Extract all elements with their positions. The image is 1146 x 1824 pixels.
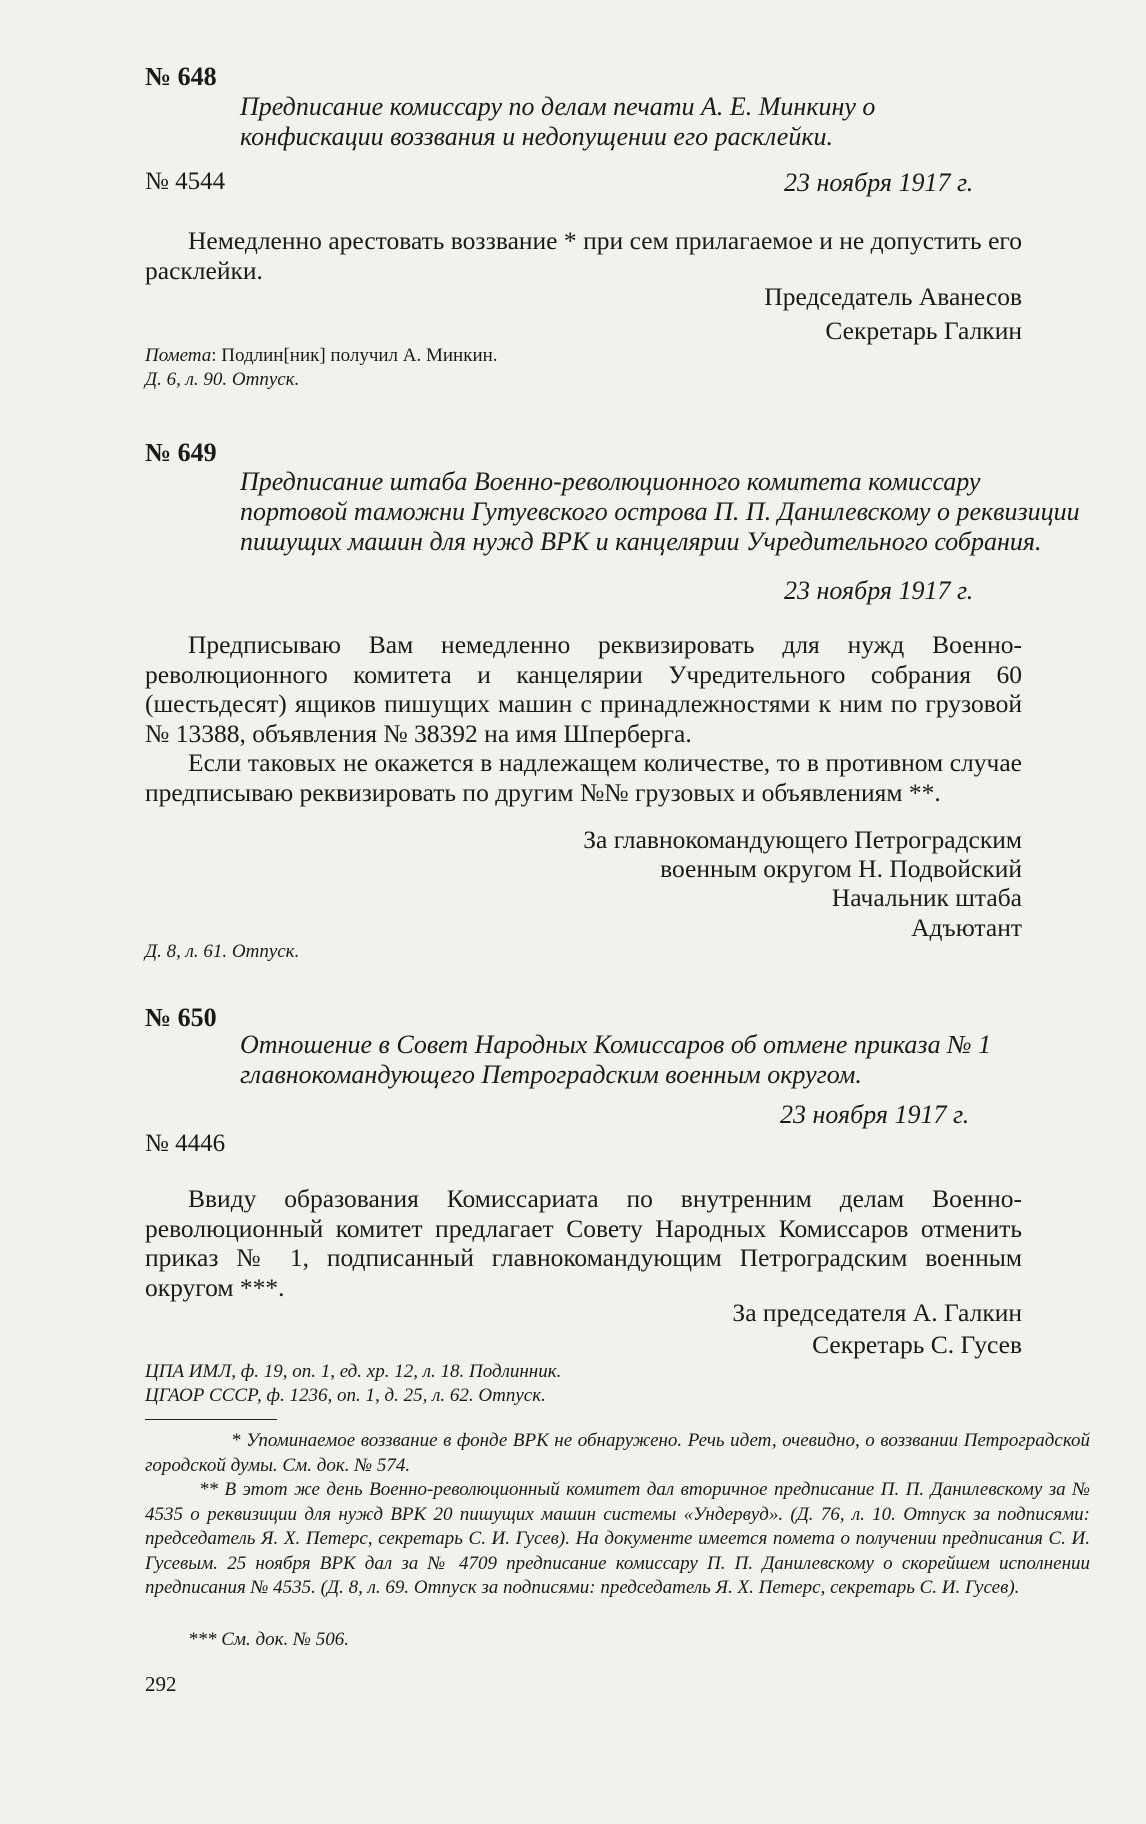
footnote-2: ** В этот же день Военно-революционный комитет дал вторичное предписание П. П. Данилевскому за № 4535 о реквизиции для нужд ВРК 20 пишущих машин системы «Ундервуд». (Д. 76, л. 10. Отпуск за подписями: председатель Я. Х. Петерс, секретарь С. И. Гусев). На документе имеется помета о получении предписания С. И. Гусевым. 25 ноября ВРК дал за № 4709 предписание комиссару П. П. Данилевскому о скорейшем исполнении предписания № 4535. (Д. 8, л. 69. Отпуск за подписями: председатель Я. Х. Петерс, секретарь С. И. Гусев). — [145, 1479, 1090, 1598]
footnote-1: * Упоминаемое воззвание в фонде ВРК не обнаружено. Речь идет, очевидно, о воззвании Петроградской городской думы. См. док. № 574. — [145, 1430, 1090, 1476]
note-text: : Подлин[ник] получил А. Минкин. — [211, 345, 498, 366]
doc-650-body: Ввиду образования Комиссариата по внутренним делам Военно-революционный комитет предлагает Совету Народных Комиссаров отменить приказ № 1, подписанный главнокомандующим Петроградским военным округом ***. — [145, 1184, 1022, 1302]
doc-650-signature-2: Секретарь С. Гусев — [812, 1330, 1022, 1359]
doc-650-archive-2: ЦГАОР СССР, ф. 1236, оп. 1, д. 25, л. 62. Отпуск. — [145, 1385, 546, 1406]
footnote-divider — [145, 1419, 277, 1420]
doc-648-archive: Д. 6, л. 90. Отпуск. — [145, 369, 300, 390]
doc-649-number: № 649 — [145, 438, 217, 467]
doc-648-signature-chair: Председатель Аванесов — [764, 282, 1022, 311]
doc-649-paragraph-1: Предписываю Вам немедленно реквизировать для нужд Военно-революционного комитета и канцелярии Учредительного собрания 60 (шестьдесят) ящиков пишущих машин с принадлежностями к ним по грузовой № 13388, объявления № 38392 на имя Шперберга. — [145, 630, 1022, 748]
doc-648-title: Предписание комиссару по делам печати А. Е. Минкину о конфискации воззвания и недопущении его расклейки. — [240, 92, 876, 151]
doc-648-body: Немедленно арестовать воззвание * при сем прилагаемое и не допустить его расклейки. — [145, 226, 1022, 285]
doc-650-title: Отношение в Совет Народных Комиссаров об отмене приказа № 1 главнокомандующего Петроградским военным округом. — [240, 1030, 992, 1089]
note-label: Помета — [145, 345, 212, 366]
doc-648-note — [145, 345, 498, 367]
doc-649-date: 23 ноября 1917 г. — [784, 576, 974, 605]
doc-648-signature-secretary: Секретарь Галкин — [825, 316, 1022, 345]
doc-649-signature-1: За главнокомандующего Петроградским — [583, 825, 1022, 854]
doc-650-signature-1: За председателя А. Галкин — [732, 1298, 1022, 1327]
page-number: 292 — [145, 1672, 177, 1696]
doc-649-signature-2: военным округом Н. Подвойский — [660, 854, 1022, 883]
doc-648-date: 23 ноября 1917 г. — [784, 168, 974, 197]
doc-650-reg-number: № 4446 — [145, 1130, 226, 1157]
doc-649-archive: Д. 8, л. 61. Отпуск. — [145, 941, 300, 962]
doc-648-reg-number: № 4544 — [145, 168, 226, 195]
doc-649-paragraph-2: Если таковых не окажется в надлежащем количестве, то в противном случае предписываю реквизировать по другим №№ грузовых и объявлениям **. — [145, 748, 1022, 807]
doc-649-signature-4: Адъютант — [911, 913, 1022, 942]
doc-649-title: Предписание штаба Военно-революционного комитета комиссару портовой таможни Гутуевского острова П. П. Данилевскому о реквизиции пишущих машин для нужд ВРК и канцелярии Учредительного собрания. — [240, 467, 1080, 556]
footnote-3: *** См. док. № 506. — [188, 1629, 349, 1650]
doc-650-archive-1: ЦПА ИМЛ, ф. 19, оп. 1, ед. хр. 12, л. 18. Подлинник. — [145, 1361, 562, 1382]
doc-650-number: № 650 — [145, 1003, 217, 1032]
doc-650-date: 23 ноября 1917 г. — [780, 1100, 970, 1129]
doc-649-signature-3: Начальник штаба — [831, 883, 1022, 912]
doc-648-number: № 648 — [145, 62, 217, 91]
